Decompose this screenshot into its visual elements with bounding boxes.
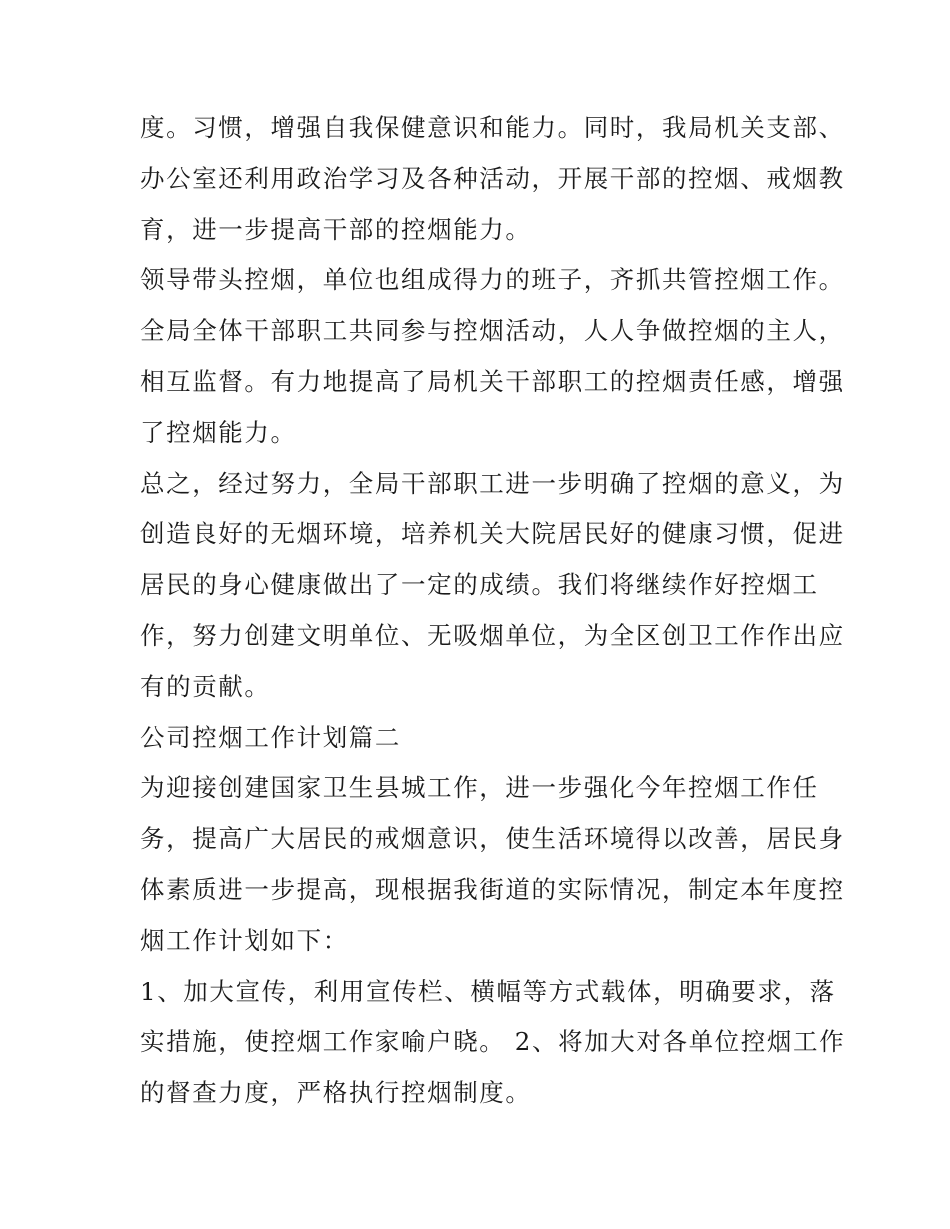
- text-line: 的督查力度，严格执行控烟制度。: [140, 1078, 532, 1108]
- heading-text: 公司控烟工作计划篇二: [140, 722, 401, 752]
- document-body: [140, 103, 846, 1119]
- text-line: 领导带头控烟，单位也组成得力的班子，齐抓共管控烟工作。: [140, 265, 845, 295]
- text-line: 实措施，使控烟工作家喻户晓。 2、将加大对各单位控烟工作: [140, 1027, 846, 1057]
- paragraph-leadership: [140, 255, 845, 458]
- text-line: 创造良好的无烟环境，培养机关大院居民好的健康习惯，促进: [140, 519, 845, 549]
- text-line: 体素质进一步提高，现根据我街道的实际情况，制定本年度控: [140, 874, 845, 904]
- text-line: 总之，经过努力，全局干部职工进一步明确了控烟的意义，为: [140, 468, 845, 498]
- text-line: 办公室还利用政治学习及各种活动，开展干部的控烟、戒烟教: [140, 163, 845, 193]
- text-line: 全局全体干部职工共同参与控烟活动，人人争做控烟的主人，: [140, 316, 845, 346]
- text-line: 务，提高广大居民的戒烟意识，使生活环境得以改善，居民身: [140, 824, 845, 854]
- text-line: 育，进一步提高干部的控烟能力。: [140, 214, 532, 244]
- text-line: 作，努力创建文明单位、无吸烟单位，为全区创卫工作作出应: [140, 620, 845, 650]
- text-line: 了控烟能力。: [140, 417, 297, 447]
- paragraph-plan-items: [140, 967, 846, 1119]
- text-line: 度。习惯，增强自我保健意识和能力。同时，我局机关支部、: [140, 113, 845, 142]
- text-line: 为迎接创建国家卫生县城工作，进一步强化今年控烟工作任: [140, 773, 819, 803]
- text-line: 居民的身心健康做出了一定的成绩。我们将继续作好控烟工: [140, 570, 819, 600]
- text-line: 有的贡献。: [140, 671, 271, 701]
- text-line: 烟工作计划如下：: [140, 925, 349, 955]
- section-heading: [140, 713, 820, 764]
- paragraph-plan-intro: [140, 763, 845, 966]
- text-line: 1、加大宣传，利用宣传栏、横幅等方式载体，明确要求，落: [140, 976, 836, 1006]
- paragraph-conclusion: [140, 459, 845, 713]
- text-line: 相互监督。有力地提高了局机关干部职工的控烟责任感，增强: [140, 366, 845, 396]
- paragraph-health-awareness: [140, 103, 845, 255]
